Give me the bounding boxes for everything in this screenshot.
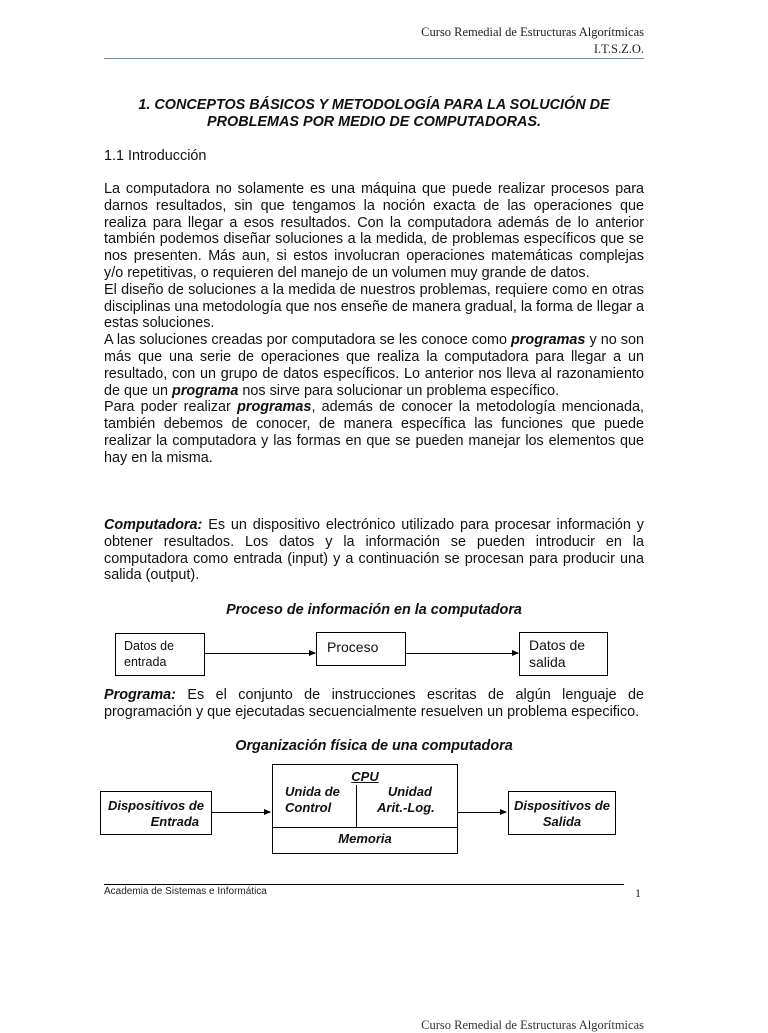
input-data-line2: entrada (124, 655, 167, 669)
cpu-box (272, 764, 458, 854)
paragraph-2: El diseño de soluciones a la medida de nuestros problemas, requiere como en otras disciplinas una metodología que nos enseñe de manera gradual, la forma de llegar a estas soluciones. (104, 281, 645, 332)
output-devices-line1: Dispositivos de (513, 798, 611, 813)
input-data-line1: Datos de (124, 639, 175, 653)
diagram2-caption: Organización física de una computadora (235, 738, 513, 754)
paragraph-4-text-a: Para poder realizar (104, 399, 238, 416)
chapter-title (104, 97, 644, 131)
memory-divider (273, 827, 457, 828)
definition-programa-text: Es el conjunto de instrucciones escritas de algún lenguaje de programación y que ejecutadas secuencialmente resuelven un problema especifico. (104, 687, 644, 720)
output-devices-line2: Salida (542, 814, 582, 829)
output-data-box (519, 632, 608, 676)
definition-computadora (104, 517, 644, 584)
definition-computadora-text: Es un dispositivo electrónico utilizado para procesar información y obtener resultados. Los datos y la información se pueden introducir en la computadora como entrada (input) y a continuación se procesan para producir una salida (output). (104, 517, 644, 584)
page-number: 1 (635, 886, 641, 900)
cpu-label: CPU (351, 769, 379, 784)
arrow-cpu-to-output (458, 812, 506, 813)
control-unit-line2: Control (285, 800, 332, 815)
chapter-title-line2: PROBLEMAS POR MEDIO DE COMPUTADORAS. (207, 114, 541, 130)
output-devices-box (508, 791, 616, 835)
paragraph-3 (104, 332, 644, 399)
term-programa-def: Programa: (104, 687, 176, 703)
arrow-input-to-cpu (212, 812, 270, 813)
arrow-process-to-output (406, 653, 518, 654)
term-computadora: Computadora: (104, 517, 203, 533)
term-programas-2: programas (237, 399, 312, 416)
section-heading: 1.1 Introducción (104, 148, 207, 164)
header-rule (104, 58, 644, 59)
arrow-input-to-process (205, 653, 315, 654)
header-institute: I.T.S.Z.O. (593, 42, 644, 56)
alu-unit (377, 784, 435, 816)
header-course: Curso Remedial de Estructuras Algorítmicas (421, 25, 644, 39)
term-programa: programa (172, 382, 239, 399)
definition-programa (104, 687, 644, 721)
alu-unit-line1: Unidad (387, 784, 432, 799)
control-unit (285, 784, 340, 816)
paragraph-4-text-c: , además de conocer la metodología mencionada, también debemos de conocer, de manera específica las funciones que puede realizar la computadora y las formas en que se pueden manejar los elementos que hay en la misma. (104, 399, 644, 466)
paragraph-1: La computadora no solamente es una máquina que puede realizar procesos para darnos resultados, sin que tengamos la noción exacta de las operaciones que realiza para llegar a esos resultados. Con la computadora además de lo anterior también podemos diseñar soluciones a la medida, de problemas específicos que se nos presenten. Más aun, si estos involucran operaciones matemáticas complejas y/o repetitivas, o requieren del manejo de un volumen muy grande de datos. (104, 181, 644, 281)
cpu-divider (356, 785, 357, 827)
alu-unit-line2: Arit.-Log. (377, 800, 435, 815)
term-programas: programas (511, 332, 586, 349)
input-devices-box (100, 791, 212, 835)
paragraph-3-text-c: y no son más que una serie de operaciones que realiza la computadora para llegar a un resultado, con un grupo de datos específicos. Lo anterior nos lleva al razonamiento de que un (104, 332, 644, 399)
process-box (316, 632, 406, 666)
footer-rule (104, 884, 624, 885)
memory-label: Memoria (338, 831, 392, 846)
paragraph-3-text-a: A las soluciones creadas por computadora se les conoce como (104, 332, 512, 349)
footer-academy: Academia de Sistemas e Informática (104, 886, 267, 897)
process-label: Proceso (327, 639, 379, 655)
chapter-title-line1: 1. CONCEPTOS BÁSICOS Y METODOLOGÍA PARA LA SOLUCIÓN DE (138, 97, 610, 113)
output-data-line1: Datos de (529, 637, 586, 653)
diagram1-caption: Proceso de información en la computadora (226, 602, 522, 618)
output-data-line2: salida (529, 654, 566, 670)
paragraph-4 (104, 399, 644, 466)
control-unit-line1: Unida de (285, 784, 340, 799)
body-text (104, 181, 644, 467)
input-devices-line1: Dispositivos de (107, 798, 205, 813)
input-data-box (115, 633, 205, 676)
next-page-header: Curso Remedial de Estructuras Algorítmicas (421, 1018, 644, 1032)
paragraph-3-text-e: nos sirve para solucionar un problema específico. (238, 382, 560, 399)
input-devices-line2: Entrada (150, 814, 199, 829)
